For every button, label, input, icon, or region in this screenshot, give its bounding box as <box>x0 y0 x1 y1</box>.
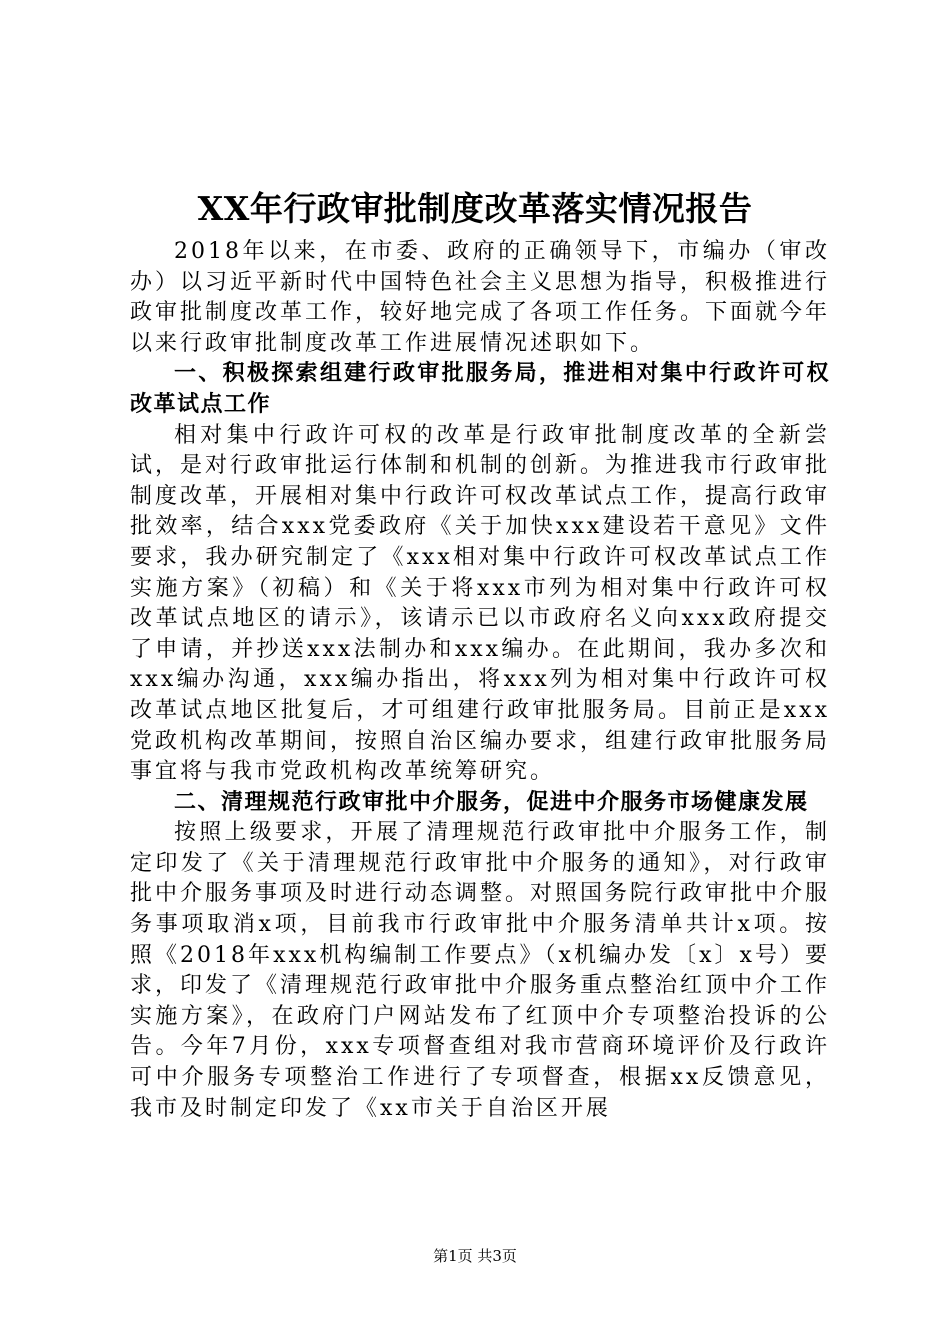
section-2-heading: 二、清理规范行政审批中介服务，促进中介服务市场健康发展 <box>174 789 809 815</box>
page-number-footer: 第1页 共3页 <box>433 1247 517 1265</box>
document-title: XX年行政审批制度改革落实情况报告 <box>197 189 753 228</box>
section-1-heading: 一、积极探索组建行政审批服务局，推进相对集中行政许可权改革试点工作 <box>130 361 830 417</box>
intro-paragraph: 2018年以来，在市委、政府的正确领导下，市编办（审改办）以习近平新时代中国特色社会主义思想为指导，积极推进行政审批制度改革工作，较好地完成了各项工作任务。下面就今年以来行政审批制度改革工作进展情况述职如下。 <box>130 239 831 356</box>
section-1-paragraph: 相对集中行政许可权的改革是行政审批制度改革的全新尝试，是对行政审批运行体制和机制的创新。为推进我市行政审批制度改革，开展相对集中行政许可权改革试点工作，提高行政审批效率，结合xxx党委政府《关于加快xxx建设若干意见》文件要求，我办研究制定了《xxx相对集中行政许可权改革试点工作实施方案》（初稿）和《关于将xxx市列为相对集中行政许可权改革试点地区的请示》，该请示已以市政府名义向xxx政府提交了申请，并抄送xxx法制办和xxx编办。在此期间，我办多次和xxx编办沟通，xxx编办指出，将xxx列为相对集中行政许可权改革试点地区批复后，才可组建行政审批服务局。目前正是xxx党政机构改革期间，按照自治区编办要求，组建行政审批服务局事宜将与我市党政机构改革统筹研究。 <box>130 422 831 785</box>
section-2-paragraph: 按照上级要求，开展了清理规范行政审批中介服务工作，制定印发了《关于清理规范行政审批中介服务的通知》，对行政审批中介服务事项及时进行动态调整。对照国务院行政审批中介服务事项取消x项，目前我市行政审批中介服务清单共计x项。按照《2018年xxx机构编制工作要点》（x机编办发〔x〕x号）要求，印发了《清理规范行政审批中介服务重点整治红顶中介工作实施方案》，在政府门户网站发布了红顶中介专项整治投诉的公告。今年7月份，xxx专项督查组对我市营商环境评价及行政许可中介服务专项整治工作进行了专项督查，根据xx反馈意见，我市及时制定印发了《xx市关于自治区开展 <box>130 820 831 1121</box>
document-body <box>130 237 830 1124</box>
